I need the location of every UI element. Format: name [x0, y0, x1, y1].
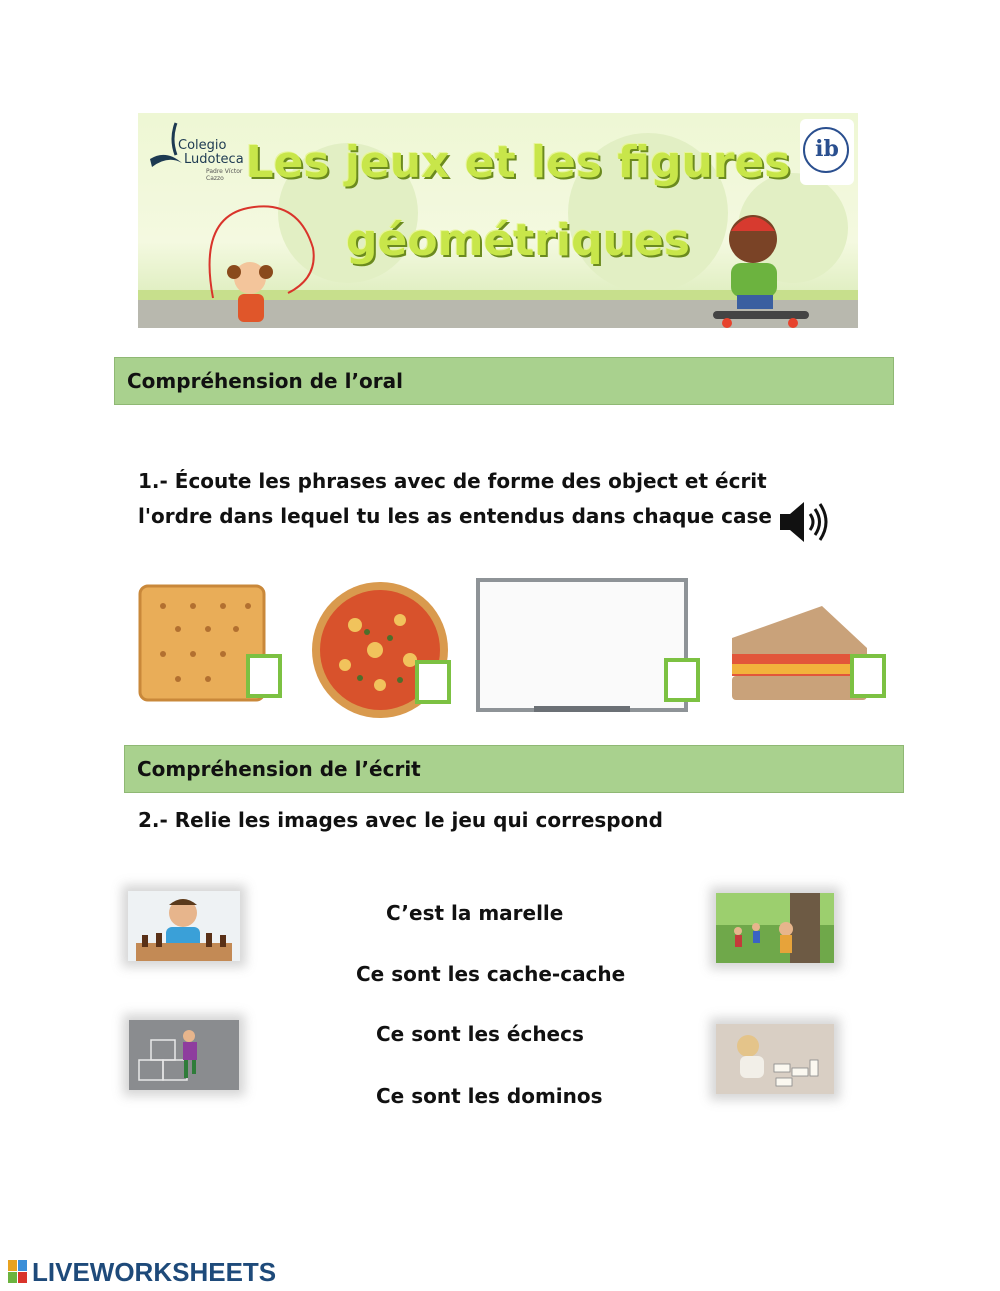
hide-and-seek-photo[interactable] — [716, 893, 834, 963]
ib-logo-text: ib — [815, 136, 839, 162]
brand-name: LIVEWORKSHEETS — [32, 1256, 277, 1287]
logo-line2: Ludoteca — [184, 152, 244, 167]
dominoes-photo[interactable] — [716, 1024, 834, 1094]
instruction-1-line2: l'ordre dans lequel tu les as entendus dans chaque case — [138, 504, 772, 528]
instruction-1-line1: 1.- Écoute les phrases avec de forme des object et écrit — [138, 469, 767, 493]
ib-logo — [800, 119, 854, 185]
hopscotch-photo[interactable] — [129, 1020, 239, 1090]
section-header-ecrit: Compréhension de l’écrit — [124, 745, 904, 793]
answer-box-3[interactable] — [664, 658, 700, 702]
chess-photo[interactable] — [128, 891, 240, 961]
option-echecs[interactable]: Ce sont les échecs — [376, 1022, 584, 1046]
liveworksheets-logo-icon — [8, 1260, 28, 1284]
section-header-oral: Compréhension de l’oral — [114, 357, 894, 405]
banner-title-line1: Les jeux et les figures — [245, 137, 791, 188]
instruction-2: 2.- Relie les images avec le jeu qui correspond — [138, 808, 663, 832]
logo-line1: Colegio — [178, 138, 227, 153]
whiteboard-image — [476, 578, 688, 716]
banner-title-line2: géométriques — [346, 215, 690, 266]
footer-brand — [8, 1256, 276, 1288]
option-marelle[interactable]: C’est la marelle — [386, 901, 564, 925]
option-cache-cache[interactable]: Ce sont les cache-cache — [356, 962, 626, 986]
option-dominos[interactable]: Ce sont les dominos — [376, 1084, 603, 1108]
logo-subtitle: Padre Víctor Cazzo — [206, 168, 243, 182]
answer-box-4[interactable] — [850, 654, 886, 698]
boy-skateboard-illustration — [683, 203, 823, 328]
girl-jump-rope-illustration — [188, 198, 388, 328]
answer-box-2[interactable] — [415, 660, 451, 704]
header-banner — [138, 113, 858, 328]
answer-box-1[interactable] — [246, 654, 282, 698]
speaker-icon[interactable] — [778, 500, 830, 544]
